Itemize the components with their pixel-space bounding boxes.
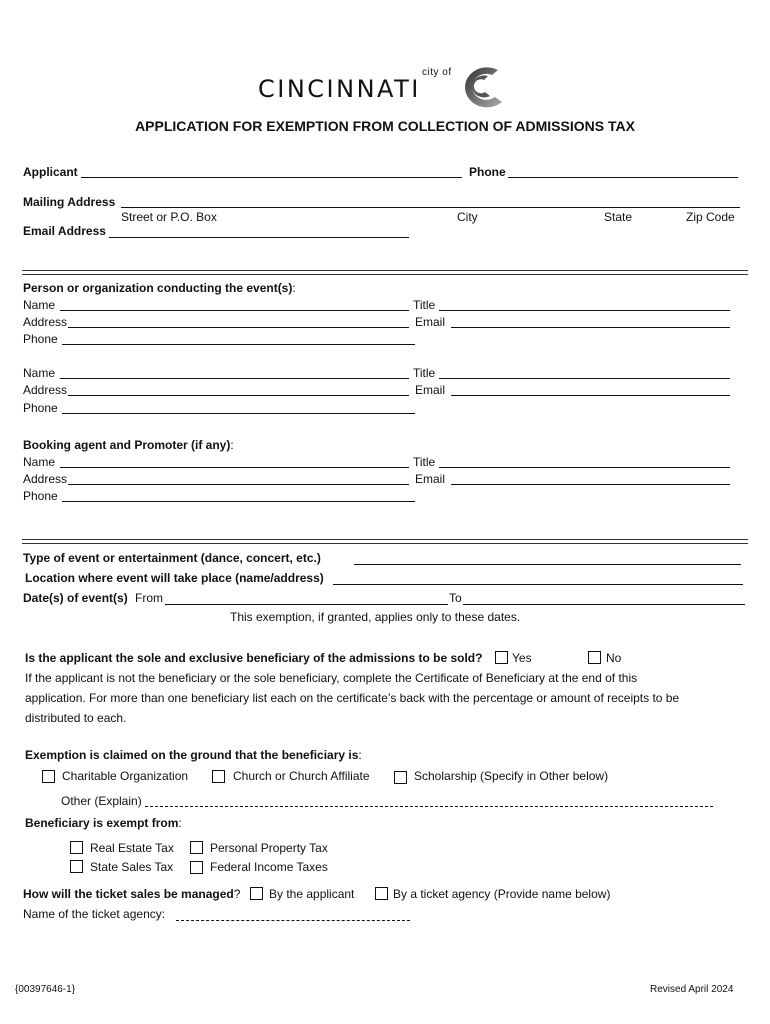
conducting2-address-label: Address [23, 383, 68, 397]
email-address-field[interactable] [109, 237, 409, 238]
agency-name-label: Name of the ticket agency: [23, 907, 166, 921]
street-caption: Street or P.O. Box [121, 210, 217, 224]
conducting2-email-label: Email [415, 383, 446, 397]
beneficiary-note-line1: If the applicant is not the beneficiary or the sole beneficiary, complete the Certificate of Beneficiary at the end of this [25, 671, 638, 685]
mailing-address-label: Mailing Address [23, 195, 116, 209]
event-location-field[interactable] [333, 584, 743, 585]
logo-city-of: city of [422, 67, 452, 78]
conducting2-phone-label: Phone [23, 401, 58, 415]
page-title: APPLICATION FOR EXEMPTION FROM COLLECTION OF ADMISSIONS TAX [135, 118, 635, 134]
beneficiary-no-checkbox[interactable] [588, 651, 601, 664]
applicant-field[interactable] [81, 177, 462, 178]
scholarship-label: Scholarship (Specify in Other below) [414, 769, 609, 783]
section-divider-bottom [22, 274, 748, 275]
event-location-label: Location where event will take place (name/address) [25, 571, 324, 585]
conducting-title-field[interactable] [439, 310, 730, 311]
event-type-field[interactable] [354, 564, 741, 565]
conducting-address-label: Address [23, 315, 68, 329]
beneficiary-yes-checkbox[interactable] [495, 651, 508, 664]
event-from-field[interactable] [165, 604, 448, 605]
beneficiary-question: Is the applicant the sole and exclusive beneficiary of the admissions to be sold? [25, 651, 483, 665]
conducting-phone-label: Phone [23, 332, 58, 346]
email-address-label: Email Address [23, 224, 106, 238]
beneficiary-no-label: No [606, 651, 622, 665]
conducting-name-label: Name [23, 298, 56, 312]
booking-address-field[interactable] [68, 484, 409, 485]
by-agency-label: By a ticket agency (Provide name below) [393, 887, 611, 901]
by-applicant-checkbox[interactable] [250, 887, 263, 900]
church-label: Church or Church Affiliate [233, 769, 370, 783]
personal-property-label: Personal Property Tax [210, 841, 328, 855]
booking-title-field[interactable] [439, 467, 730, 468]
state-caption: State [604, 210, 633, 224]
state-sales-checkbox[interactable] [70, 860, 83, 873]
beneficiary-note-line2: application. For more than one beneficiary list each on the certificate’s back with the percentage or amount of receipts to be [25, 691, 680, 705]
other-field[interactable] [145, 806, 713, 807]
conducting-address-field[interactable] [68, 327, 409, 328]
ground-heading: Exemption is claimed on the ground that the beneficiary is: [25, 748, 362, 762]
by-applicant-label: By the applicant [269, 887, 355, 901]
church-checkbox[interactable] [212, 770, 225, 783]
logo-c-mark-icon [440, 62, 512, 110]
charitable-checkbox[interactable] [42, 770, 55, 783]
applicant-label: Applicant [23, 165, 78, 179]
section-divider-top [22, 270, 748, 271]
conducting-name-field[interactable] [60, 310, 409, 311]
booking-phone-label: Phone [23, 489, 58, 503]
booking-name-label: Name [23, 455, 56, 469]
revised-date: Revised April 2024 [650, 984, 734, 995]
booking-heading: Booking agent and Promoter (if any): [23, 438, 234, 452]
conducting-title-label: Title [413, 298, 436, 312]
section-divider2-bottom [22, 543, 748, 544]
conducting2-name-label: Name [23, 366, 56, 380]
real-estate-checkbox[interactable] [70, 841, 83, 854]
real-estate-label: Real Estate Tax [90, 841, 174, 855]
conducting2-title-field[interactable] [439, 378, 730, 379]
federal-income-checkbox[interactable] [190, 861, 203, 874]
section-divider2-top [22, 539, 748, 540]
phone-field[interactable] [508, 177, 738, 178]
conducting2-email-field[interactable] [451, 395, 730, 396]
event-to-field[interactable] [463, 604, 745, 605]
event-type-label: Type of event or entertainment (dance, concert, etc.) [23, 551, 321, 565]
booking-email-label: Email [415, 472, 446, 486]
document-id: {00397646-1} [15, 984, 76, 995]
exempt-heading: Beneficiary is exempt from: [25, 816, 182, 830]
phone-label: Phone [469, 165, 506, 179]
federal-income-label: Federal Income Taxes [210, 860, 328, 874]
conducting-email-field[interactable] [451, 327, 730, 328]
beneficiary-note-line3: distributed to each. [25, 711, 127, 725]
conducting2-title-label: Title [413, 366, 436, 380]
tickets-question: How will the ticket sales be managed? [23, 887, 241, 901]
conducting2-address-field[interactable] [68, 395, 409, 396]
beneficiary-yes-label: Yes [512, 651, 532, 665]
conducting-heading: Person or organization conducting the event(s): [23, 281, 296, 295]
conducting-phone-field[interactable] [62, 344, 415, 345]
booking-phone-field[interactable] [62, 501, 415, 502]
booking-email-field[interactable] [451, 484, 730, 485]
other-label: Other (Explain) [61, 794, 142, 808]
state-sales-label: State Sales Tax [90, 860, 174, 874]
event-to-label: To [449, 591, 462, 605]
mailing-address-field[interactable] [121, 207, 740, 208]
booking-title-label: Title [413, 455, 436, 469]
event-dates-note: This exemption, if granted, applies only to these dates. [230, 610, 521, 624]
conducting2-name-field[interactable] [60, 378, 409, 379]
zip-caption: Zip Code [686, 210, 735, 224]
charitable-label: Charitable Organization [62, 769, 189, 783]
conducting2-phone-field[interactable] [62, 413, 415, 414]
event-from-label: From [135, 591, 163, 605]
by-agency-checkbox[interactable] [375, 887, 388, 900]
booking-name-field[interactable] [60, 467, 409, 468]
city-caption: City [457, 210, 478, 224]
event-dates-label: Date(s) of event(s) [23, 591, 128, 605]
personal-property-checkbox[interactable] [190, 841, 203, 854]
conducting-email-label: Email [415, 315, 446, 329]
scholarship-checkbox[interactable] [394, 771, 407, 784]
booking-address-label: Address [23, 472, 68, 486]
logo-cincinnati: CINCINNATI [258, 75, 421, 103]
agency-name-field[interactable] [176, 920, 410, 921]
